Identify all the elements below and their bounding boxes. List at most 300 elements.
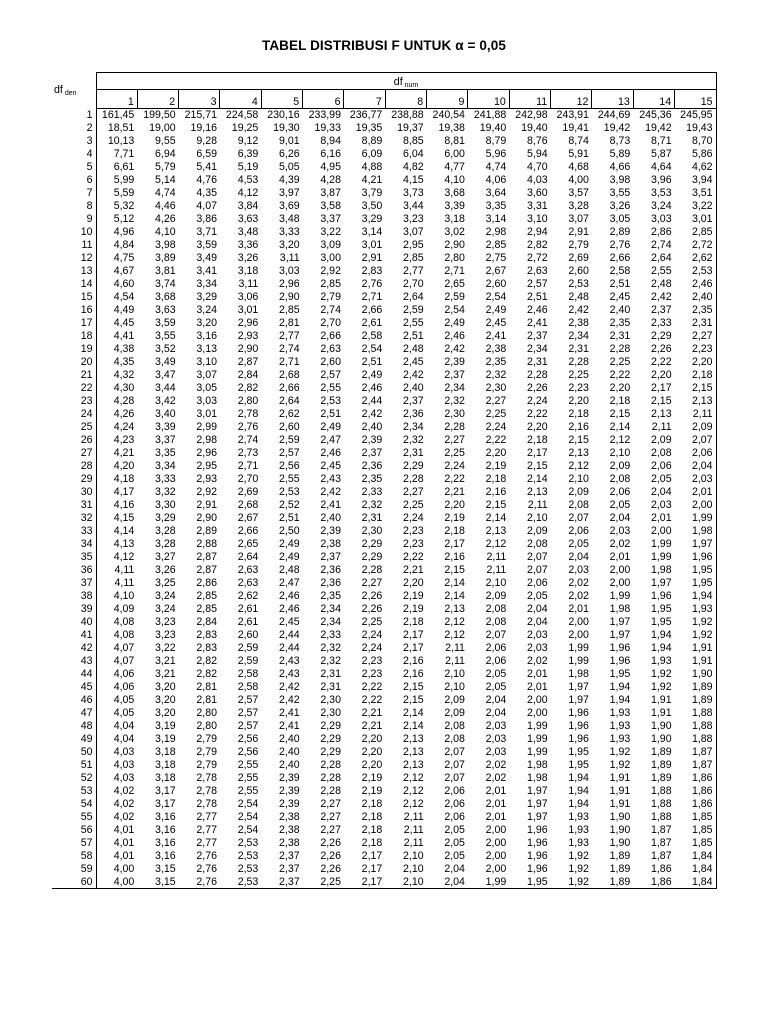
f-value-cell: 2,37	[279, 863, 300, 875]
df-den-cell: 54	[52, 798, 96, 811]
df-den-cell: 21	[52, 369, 96, 382]
f-value-cell: 2,76	[179, 876, 220, 889]
df-den-cell: 49	[52, 733, 96, 746]
df-den-cell: 35	[52, 551, 96, 564]
f-value-cell: 2,55	[320, 382, 341, 394]
f-value-cell: 2,89	[196, 525, 217, 537]
f-value-cell: 2,33	[361, 486, 383, 498]
f-value-cell: 3,33	[279, 226, 300, 238]
f-value-cell: 2,11	[651, 421, 672, 433]
table-row	[52, 642, 716, 655]
f-value-cell: 2,49	[320, 421, 341, 433]
df-den-label: df	[54, 84, 63, 96]
f-value-cell: 2,00	[485, 837, 507, 849]
f-value-cell: 2,17	[444, 538, 465, 550]
f-value-cell: 2,42	[444, 343, 465, 355]
f-value-cell: 2,06	[526, 577, 548, 589]
f-value-cell: 2,46	[444, 330, 465, 342]
f-value-cell: 2,26	[526, 382, 548, 394]
f-value-cell: 3,69	[279, 200, 300, 212]
f-value-cell: 2,51	[403, 330, 424, 342]
f-value-cell: 2,03	[485, 733, 507, 745]
f-value-cell: 2,66	[320, 330, 341, 342]
f-value-cell: 2,13	[485, 525, 507, 537]
f-value-cell: 1,98	[526, 772, 548, 784]
table-row	[52, 200, 716, 213]
f-value-cell: 3,49	[155, 356, 176, 368]
f-value-cell: 2,53	[237, 850, 259, 862]
f-value-cell: 2,55	[403, 317, 424, 329]
f-value-cell: 2,09	[650, 434, 672, 446]
f-value-cell: 2,07	[444, 772, 465, 784]
df-den-cell: 31	[52, 499, 96, 512]
f-value-cell: 2,85	[675, 226, 716, 239]
df-den-cell: 41	[52, 629, 96, 642]
f-value-cell: 1,94	[609, 681, 631, 693]
df-den-cell: 59	[52, 863, 96, 876]
f-value-cell: 2,70	[403, 278, 424, 290]
f-value-cell: 2,01	[485, 798, 507, 810]
f-value-cell: 3,86	[196, 213, 217, 225]
df-den-cell: 33	[52, 525, 96, 538]
f-value-cell: 2,46	[279, 590, 300, 602]
f-value-cell: 2,50	[279, 525, 300, 537]
f-value-cell: 2,13	[650, 408, 672, 420]
f-value-cell: 2,20	[609, 382, 631, 394]
f-value-cell: 3,07	[196, 369, 217, 381]
f-value-cell: 3,01	[675, 213, 716, 226]
f-value-cell: 2,44	[279, 642, 300, 654]
f-value-cell: 2,21	[361, 707, 383, 719]
f-value-cell: 3,29	[361, 213, 383, 225]
df-den-cell: 55	[52, 811, 96, 824]
f-value-cell: 2,09	[485, 590, 507, 602]
table-row	[52, 590, 716, 603]
f-value-cell: 2,07	[526, 551, 548, 563]
table-row	[52, 317, 716, 330]
f-value-cell: 2,81	[196, 681, 217, 693]
f-value-cell: 1,92	[675, 629, 716, 642]
df-den-cell: 29	[52, 473, 96, 486]
f-value-cell: 2,20	[444, 499, 465, 511]
f-value-cell: 19,35	[355, 122, 383, 134]
f-value-cell: 2,91	[568, 226, 589, 238]
f-value-cell: 4,82	[403, 161, 424, 173]
f-value-cell: 1,92	[609, 746, 631, 758]
f-value-cell: 2,19	[485, 460, 507, 472]
f-value-cell: 8,81	[444, 135, 465, 147]
table-row	[52, 564, 716, 577]
f-value-cell: 3,01	[361, 239, 383, 251]
f-value-cell: 2,90	[444, 239, 465, 251]
f-value-cell: 2,91	[196, 499, 217, 511]
f-value-cell: 3,21	[155, 668, 176, 680]
table-row	[52, 278, 716, 291]
f-value-cell: 4,07	[196, 200, 217, 212]
f-value-cell: 2,36	[320, 577, 341, 589]
f-value-cell: 2,69	[237, 486, 259, 498]
f-value-cell: 2,74	[650, 239, 672, 251]
f-value-cell: 2,62	[237, 590, 259, 602]
f-value-cell: 2,32	[485, 369, 507, 381]
f-value-cell: 2,75	[485, 252, 507, 264]
f-value-cell: 3,68	[444, 187, 465, 199]
f-value-cell: 1,90	[650, 720, 672, 732]
f-value-cell: 2,71	[279, 356, 300, 368]
f-value-cell: 2,12	[403, 785, 424, 797]
table-row	[52, 369, 716, 382]
f-value-cell: 6,94	[155, 148, 176, 160]
df-den-cell: 14	[52, 278, 96, 291]
f-value-cell: 1,96	[568, 733, 589, 745]
f-value-cell: 4,08	[113, 616, 135, 628]
f-value-cell: 1,94	[675, 590, 716, 603]
f-value-cell: 2,38	[320, 538, 341, 550]
f-value-cell: 3,20	[155, 694, 176, 706]
f-value-cell: 4,04	[113, 720, 135, 732]
df-den-cell: 37	[52, 577, 96, 590]
f-value-cell: 4,75	[113, 252, 135, 264]
f-value-cell: 1,99	[526, 733, 548, 745]
f-value-cell: 4,02	[113, 785, 135, 797]
f-value-cell: 2,54	[237, 798, 259, 810]
f-value-cell: 4,10	[155, 226, 176, 238]
f-value-cell: 3,35	[485, 200, 507, 212]
table-row	[52, 187, 716, 200]
f-value-cell: 2,81	[279, 317, 300, 329]
f-value-cell: 2,76	[196, 850, 217, 862]
f-value-cell: 4,26	[113, 408, 135, 420]
f-value-cell: 1,87	[650, 837, 672, 849]
f-value-cell: 4,35	[196, 187, 217, 199]
f-value-cell: 2,66	[237, 525, 259, 537]
f-value-cell: 2,96	[279, 278, 300, 290]
f-value-cell: 2,53	[279, 486, 300, 498]
f-value-cell: 2,28	[361, 564, 383, 576]
f-value-cell: 1,94	[609, 694, 631, 706]
f-value-cell: 2,58	[609, 265, 631, 277]
f-value-cell: 4,62	[675, 161, 716, 174]
f-value-cell: 2,15	[485, 499, 507, 511]
df-den-cell: 47	[52, 707, 96, 720]
f-value-cell: 1,95	[609, 668, 631, 680]
f-value-cell: 4,17	[113, 486, 135, 498]
table-row	[52, 512, 716, 525]
f-value-cell: 2,20	[361, 746, 383, 758]
f-value-cell: 4,04	[113, 733, 135, 745]
f-value-cell: 2,04	[526, 616, 548, 628]
f-value-cell: 2,11	[486, 551, 507, 563]
df-num-column-header: 6	[303, 90, 344, 109]
f-value-cell: 2,82	[237, 382, 259, 394]
f-value-cell: 2,80	[237, 395, 259, 407]
f-value-cell: 2,38	[279, 824, 300, 836]
f-value-cell: 3,23	[155, 616, 176, 628]
f-value-cell: 3,05	[609, 213, 631, 225]
table-row	[52, 668, 716, 681]
f-value-cell: 2,54	[361, 343, 383, 355]
f-value-cell: 2,98	[196, 434, 217, 446]
f-value-cell: 1,91	[650, 707, 672, 719]
df-den-cell: 43	[52, 655, 96, 668]
f-value-cell: 2,32	[361, 499, 383, 511]
f-value-cell: 4,07	[113, 642, 135, 654]
f-value-cell: 2,29	[320, 746, 341, 758]
f-value-cell: 2,27	[320, 824, 341, 836]
f-value-cell: 2,51	[279, 512, 300, 524]
f-value-cell: 3,02	[444, 226, 465, 238]
f-value-cell: 2,12	[403, 798, 424, 810]
f-value-cell: 2,59	[237, 642, 259, 654]
table-row	[52, 837, 716, 850]
f-value-cell: 2,40	[403, 382, 424, 394]
table-row	[52, 577, 716, 590]
f-value-cell: 2,25	[609, 356, 631, 368]
f-value-cell: 3,98	[155, 239, 176, 251]
f-value-cell: 2,16	[568, 421, 589, 433]
table-row	[52, 239, 716, 252]
f-value-cell: 2,13	[675, 395, 716, 408]
f-value-cell: 4,35	[113, 356, 135, 368]
f-value-cell: 2,10	[609, 447, 631, 459]
f-value-cell: 5,59	[113, 187, 135, 199]
f-value-cell: 2,42	[650, 291, 672, 303]
f-value-cell: 3,17	[155, 798, 176, 810]
df-den-cell: 13	[52, 265, 96, 278]
f-value-cell: 18,51	[107, 122, 135, 134]
f-value-cell: 3,25	[155, 577, 176, 589]
f-value-cell: 2,04	[485, 694, 507, 706]
f-value-cell: 2,29	[361, 538, 383, 550]
f-value-cell: 1,96	[568, 720, 589, 732]
f-value-cell: 8,89	[361, 135, 383, 147]
df-den-cell: 58	[52, 850, 96, 863]
f-value-cell: 2,26	[361, 603, 383, 615]
f-value-cell: 1,85	[675, 837, 716, 850]
f-value-cell: 230,16	[267, 109, 300, 122]
f-value-cell: 2,00	[650, 525, 672, 537]
f-value-cell: 2,30	[485, 382, 507, 394]
f-value-cell: 4,24	[113, 421, 135, 433]
f-value-cell: 1,97	[526, 798, 548, 810]
f-value-cell: 4,12	[113, 551, 135, 563]
f-value-cell: 2,07	[568, 512, 589, 524]
f-value-cell: 2,59	[403, 304, 424, 316]
f-value-cell: 2,39	[279, 772, 300, 784]
f-value-cell: 2,34	[568, 330, 589, 342]
f-value-cell: 4,46	[155, 200, 176, 212]
f-value-cell: 9,55	[155, 135, 176, 147]
f-value-cell: 3,26	[237, 252, 259, 264]
df-num-column-header: 12	[551, 90, 592, 109]
f-value-cell: 2,48	[279, 564, 300, 576]
f-value-cell: 2,76	[237, 421, 259, 433]
f-value-cell: 2,53	[675, 265, 716, 278]
table-row	[52, 226, 716, 239]
table-row	[52, 720, 716, 733]
f-value-cell: 3,18	[155, 759, 176, 771]
f-value-cell: 3,17	[155, 785, 176, 797]
f-value-cell: 4,00	[113, 863, 135, 875]
f-value-cell: 2,80	[196, 707, 217, 719]
f-value-cell: 2,36	[403, 408, 424, 420]
f-value-cell: 1,91	[609, 798, 631, 810]
f-value-cell: 2,38	[485, 343, 507, 355]
f-value-cell: 1,89	[650, 759, 672, 771]
f-value-cell: 2,51	[526, 291, 548, 303]
f-value-cell: 4,30	[113, 382, 135, 394]
f-value-cell: 2,08	[650, 447, 672, 459]
f-value-cell: 2,27	[485, 395, 507, 407]
f-value-cell: 5,79	[155, 161, 176, 173]
f-value-cell: 2,87	[196, 564, 217, 576]
f-value-cell: 19,16	[190, 122, 217, 134]
f-value-cell: 2,70	[237, 473, 259, 485]
df-den-subscript: den	[64, 90, 77, 97]
f-value-cell: 2,10	[385, 876, 426, 889]
f-value-cell: 2,24	[526, 395, 548, 407]
f-value-cell: 2,19	[361, 772, 383, 784]
f-value-cell: 1,95	[568, 746, 589, 758]
f-value-cell: 2,86	[196, 577, 217, 589]
f-value-cell: 2,79	[196, 733, 217, 745]
f-value-cell: 2,66	[609, 252, 631, 264]
f-value-cell: 2,45	[485, 317, 507, 329]
f-value-cell: 2,16	[403, 668, 424, 680]
f-value-cell: 2,03	[526, 642, 548, 654]
f-value-cell: 4,28	[320, 174, 341, 186]
f-value-cell: 3,63	[237, 213, 259, 225]
f-value-cell: 2,18	[444, 525, 465, 537]
f-value-cell: 5,12	[113, 213, 135, 225]
df-den-cell: 57	[52, 837, 96, 850]
f-value-cell: 3,98	[609, 174, 631, 186]
f-value-cell: 8,76	[526, 135, 548, 147]
f-value-cell: 2,06	[485, 642, 507, 654]
f-value-cell: 1,88	[675, 707, 716, 720]
f-value-cell: 1,87	[675, 759, 716, 772]
f-value-cell: 4,03	[113, 759, 135, 771]
f-value-cell: 1,96	[526, 863, 548, 875]
f-value-cell: 2,13	[568, 447, 589, 459]
f-value-cell: 19,37	[397, 122, 424, 134]
f-value-cell: 19,41	[562, 122, 589, 134]
f-value-cell: 1,97	[568, 694, 589, 706]
f-value-cell: 2,25	[403, 499, 424, 511]
table-row	[52, 304, 716, 317]
f-value-cell: 2,78	[196, 772, 217, 784]
f-value-cell: 1,95	[568, 759, 589, 771]
f-value-cell: 6,59	[196, 148, 217, 160]
f-value-cell: 2,60	[568, 265, 589, 277]
f-value-cell: 2,77	[196, 837, 217, 849]
f-value-cell: 3,14	[485, 213, 507, 225]
f-value-cell: 2,53	[237, 837, 259, 849]
f-value-cell: 3,16	[155, 811, 176, 823]
f-value-cell: 3,57	[568, 187, 589, 199]
f-value-cell: 2,72	[675, 239, 716, 252]
f-value-cell: 1,96	[609, 655, 631, 667]
f-value-cell: 2,94	[526, 226, 548, 238]
table-row	[52, 447, 716, 460]
f-value-cell: 4,88	[361, 161, 383, 173]
f-value-cell: 2,37	[444, 369, 465, 381]
f-value-cell: 2,40	[609, 304, 631, 316]
df-den-cell: 28	[52, 460, 96, 473]
f-value-cell: 2,02	[485, 772, 507, 784]
f-value-cell: 2,81	[196, 694, 217, 706]
f-value-cell: 2,56	[237, 746, 259, 758]
f-value-cell: 2,09	[609, 460, 631, 472]
df-den-cell: 2	[52, 122, 96, 135]
df-den-cell: 16	[52, 304, 96, 317]
f-value-cell: 2,41	[320, 499, 341, 511]
f-value-cell: 2,00	[609, 577, 631, 589]
f-value-cell: 4,68	[568, 161, 589, 173]
f-value-cell: 2,85	[320, 278, 341, 290]
f-value-cell: 2,78	[196, 785, 217, 797]
f-value-cell: 4,10	[113, 590, 135, 602]
f-value-cell: 2,62	[675, 252, 716, 265]
f-value-cell: 4,00	[568, 174, 589, 186]
f-value-cell: 2,20	[361, 759, 383, 771]
f-value-cell: 2,56	[237, 733, 259, 745]
df-den-cell: 5	[52, 161, 96, 174]
df-num-column-header: 7	[344, 90, 385, 109]
f-value-cell: 3,32	[155, 486, 176, 498]
f-value-cell: 2,27	[320, 811, 341, 823]
f-value-cell: 2,04	[650, 486, 672, 498]
f-value-cell: 2,93	[237, 330, 259, 342]
f-value-cell: 1,93	[675, 603, 716, 616]
f-value-cell: 2,31	[320, 668, 341, 680]
table-row	[52, 616, 716, 629]
f-value-cell: 2,92	[196, 486, 217, 498]
f-value-cell: 4,96	[113, 226, 135, 238]
table-row	[52, 434, 716, 447]
f-value-cell: 4,15	[113, 512, 135, 524]
f-value-cell: 2,28	[320, 785, 341, 797]
f-value-cell: 3,00	[320, 252, 341, 264]
f-value-cell: 2,28	[320, 759, 341, 771]
f-value-cell: 2,14	[403, 720, 424, 732]
f-value-cell: 2,13	[403, 759, 424, 771]
f-value-cell: 4,67	[113, 265, 135, 277]
f-value-cell: 1,86	[675, 798, 716, 811]
f-value-cell: 5,32	[113, 200, 135, 212]
f-value-cell: 2,79	[568, 239, 589, 251]
f-value-cell: 4,01	[113, 837, 135, 849]
f-value-cell: 233,99	[308, 109, 341, 122]
f-value-cell: 2,10	[403, 863, 424, 875]
f-value-cell: 19,40	[479, 122, 507, 134]
f-value-cell: 2,23	[361, 655, 383, 667]
f-value-cell: 2,60	[279, 421, 300, 433]
f-value-cell: 3,20	[155, 707, 176, 719]
f-value-cell: 2,22	[361, 694, 383, 706]
f-value-cell: 3,03	[650, 213, 672, 225]
f-value-cell: 2,00	[485, 850, 507, 862]
f-value-cell: 2,10	[568, 473, 589, 485]
f-value-cell: 1,99	[526, 720, 548, 732]
f-value-cell: 2,31	[609, 330, 631, 342]
f-value-cell: 2,77	[403, 265, 424, 277]
table-row	[52, 135, 716, 148]
f-value-cell: 1,99	[568, 655, 589, 667]
df-den-cell: 3	[52, 135, 96, 148]
table-row	[52, 122, 716, 135]
f-value-cell: 2,58	[237, 668, 259, 680]
